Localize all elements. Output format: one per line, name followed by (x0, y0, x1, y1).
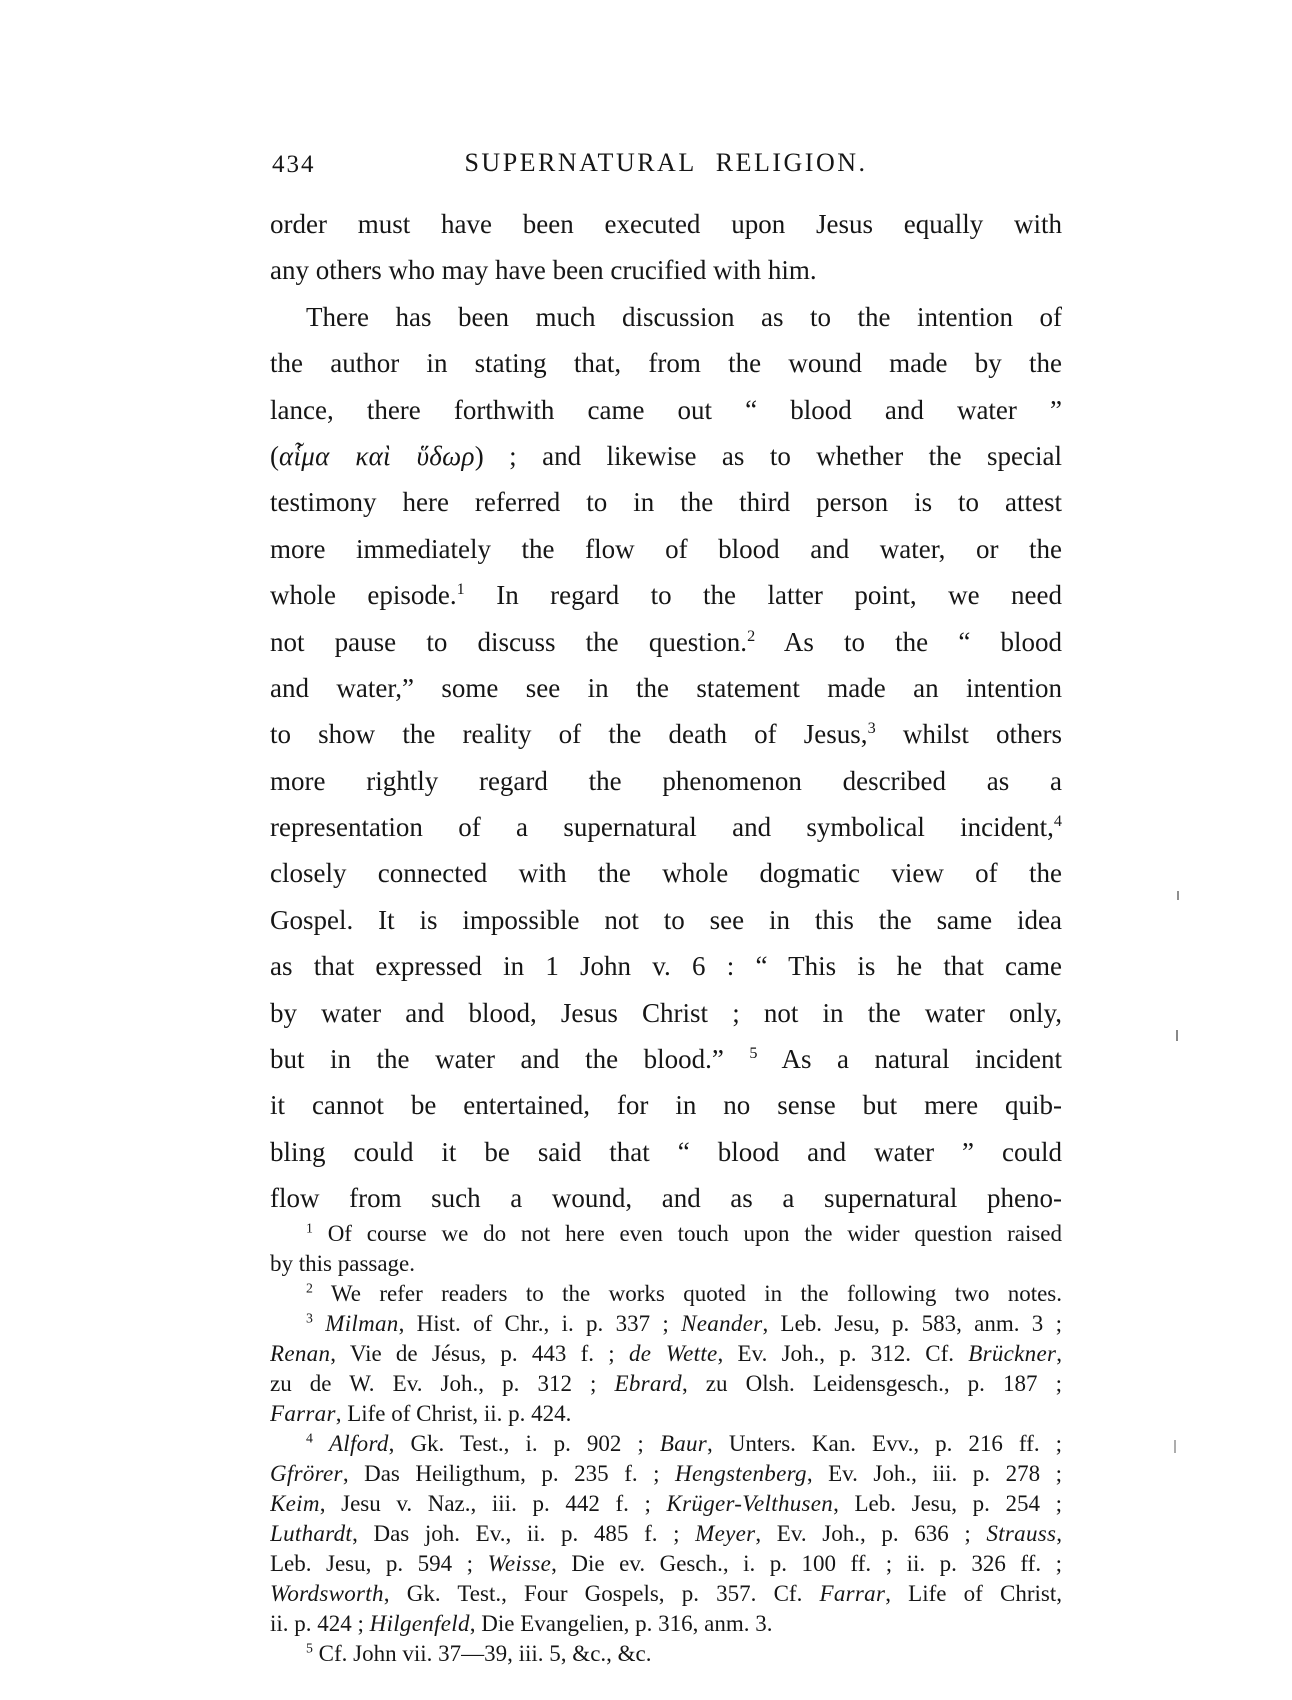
body-line: There has been much discussion as to the intention of (306, 301, 1062, 332)
body-line: order must have been executed upon Jesus equally with (270, 209, 1062, 239)
margin-scan-artifact (1177, 891, 1179, 900)
footnote-line: Farrar, Life of Christ, ii. p. 424. (270, 1401, 572, 1426)
footnotes (270, 1219, 1062, 1669)
body-line: whole episode.$^1$ In regard to the latter point, we need (270, 580, 1062, 611)
footnote-line: $^1$ Of course we do not here even touch upon the wider question raised (306, 1220, 1062, 1246)
body-line: by water and blood, Jesus Christ ; not in the water only, (270, 997, 1062, 1028)
body-text (270, 201, 1062, 1222)
body-line: more immediately the flow of blood and water, or the (270, 533, 1062, 564)
body-line: flow from such a wound, and as a supernatural pheno- (270, 1183, 1062, 1214)
margin-scan-artifact (1176, 1030, 1178, 1041)
footnote-line: $^2$ We refer readers to the works quoted in the following two notes. (306, 1280, 1062, 1306)
margin-scan-artifact (1174, 1440, 1176, 1453)
body-line: lance, there forthwith came out “ blood and water ” (270, 394, 1062, 425)
body-line: as that expressed in 1 John v. 6 : “ This is he that came (270, 951, 1062, 982)
body-line: representation of a supernatural and symbolical incident,$^4$ (270, 812, 1062, 843)
body-line: more rightly regard the phenomenon described as a (270, 765, 1062, 796)
footnote-line: $^3$ Milman, Hist. of Chr., i. p. 337 ; Neander, Leb. Jesu, p. 583, anm. 3 ; (306, 1310, 1062, 1336)
body-line: (αἷμα καὶ ὕδωρ) ; and likewise as to whether the special (270, 440, 1062, 471)
footnote-line: Luthardt, Das joh. Ev., ii. p. 485 f. ; Meyer, Ev. Joh., p. 636 ; Strauss, (270, 1521, 1062, 1546)
body-line: not pause to discuss the question.$^2$ As to the “ blood (270, 626, 1062, 657)
footnote-line: Gfrörer, Das Heiligthum, p. 235 f. ; Hengstenberg, Ev. Joh., iii. p. 278 ; (270, 1461, 1062, 1486)
body-line: bling could it be said that “ blood and water ” could (270, 1136, 1062, 1167)
body-line: it cannot be entertained, for in no sense but mere quib- (270, 1090, 1062, 1121)
body-line: to show the reality of the death of Jesus,$^3$ whilst others (270, 719, 1062, 750)
footnote-line: Leb. Jesu, p. 594 ; Weisse, Die ev. Gesch., i. p. 100 ff. ; ii. p. 326 ff. ; (270, 1551, 1062, 1576)
body-line: testimony here referred to in the third person is to attest (270, 487, 1062, 518)
footnote-line: Keim, Jesu v. Naz., iii. p. 442 f. ; Krüger-Velthusen, Leb. Jesu, p. 254 ; (270, 1491, 1062, 1516)
page-header (270, 148, 1062, 182)
footnote-line: $^5$ Cf. John vii. 37—39, iii. 5, &c., &c. (306, 1640, 652, 1666)
body-line: Gospel. It is impossible not to see in this the same idea (270, 904, 1062, 935)
body-line: and water,” some see in the statement made an intention (270, 672, 1062, 703)
body-line: closely connected with the whole dogmatic view of the (270, 858, 1062, 889)
running-title: SUPERNATURAL RELIGION. (464, 148, 868, 177)
footnote-line: by this passage. (270, 1251, 416, 1276)
body-line: any others who may have been crucified with him. (270, 255, 817, 286)
footnote-line: zu de W. Ev. Joh., p. 312 ; Ebrard, zu Olsh. Leidensgesch., p. 187 ; (270, 1371, 1062, 1396)
body-line: the author in stating that, from the wound made by the (270, 348, 1062, 379)
page-number: 434 (272, 151, 316, 178)
footnote-line: Renan, Vie de Jésus, p. 443 f. ; de Wette, Ev. Joh., p. 312. Cf. Brückner, (270, 1341, 1062, 1366)
footnote-line: $^4$ Alford, Gk. Test., i. p. 902 ; Baur, Unters. Kan. Evv., p. 216 ff. ; (306, 1430, 1062, 1456)
footnote-line: ii. p. 424 ; Hilgenfeld, Die Evangelien, p. 316, anm. 3. (270, 1611, 773, 1636)
footnote-line: Wordsworth, Gk. Test., Four Gospels, p. 357. Cf. Farrar, Life of Christ, (270, 1581, 1062, 1606)
body-line: but in the water and the blood.” $^5$ As a natural incident (270, 1044, 1062, 1075)
